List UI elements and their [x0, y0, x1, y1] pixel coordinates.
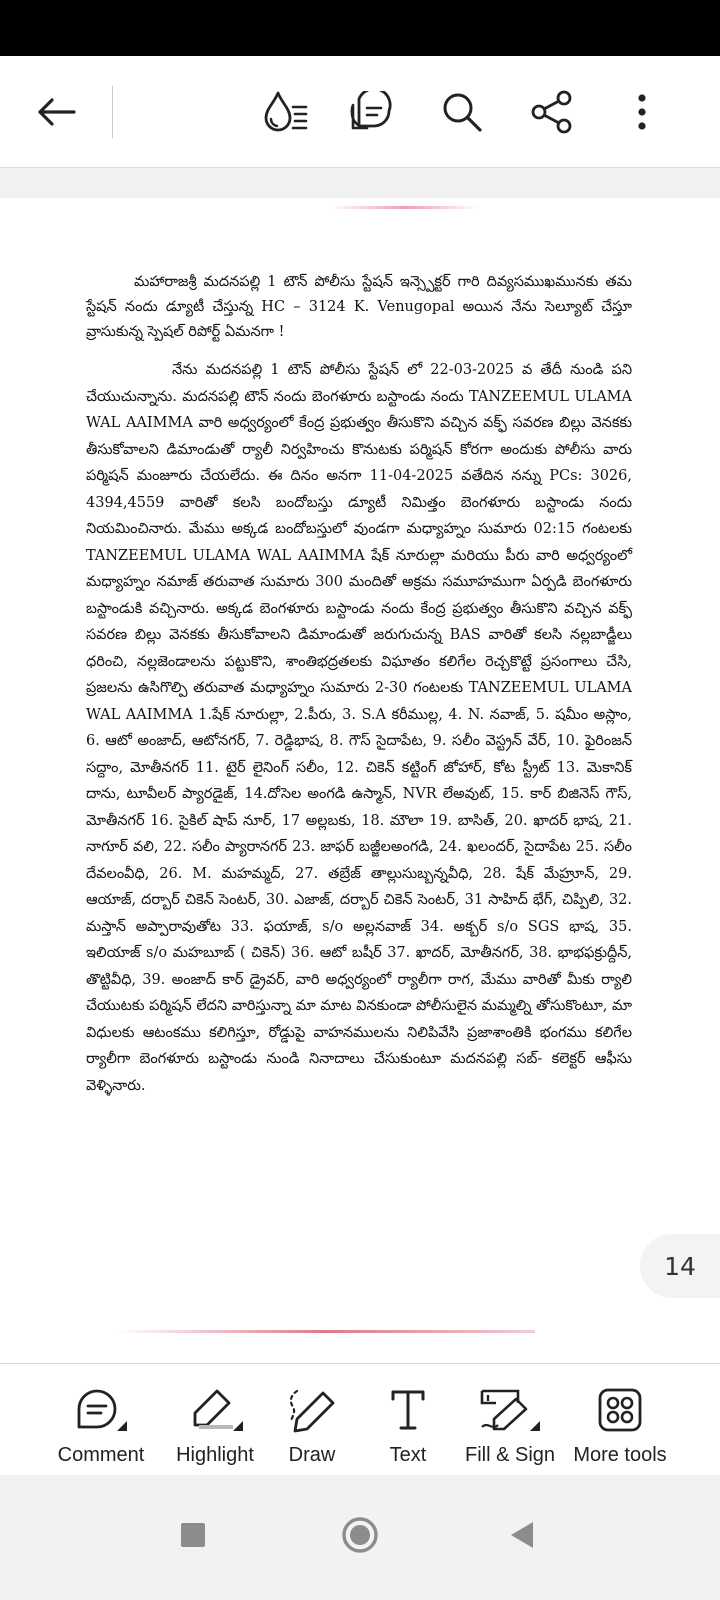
page-number-badge[interactable]: 14 — [640, 1234, 720, 1298]
liquid-mode-icon[interactable] — [250, 56, 322, 168]
text-tool[interactable] — [358, 1364, 458, 1476]
recents-square-icon[interactable] — [163, 1505, 223, 1565]
text-t-icon — [390, 1386, 426, 1434]
back-triangle-icon[interactable] — [492, 1505, 552, 1565]
report-body: నేను మదనపల్లి 1 టౌన్ పోలీసు స్టేషన్ లో 22-03-2025 వ తేదీ నుండి పని చేయుచున్నాను. మదనపల్లి టౌన్ నందు బెంగళూరు బస్టాండు నందు TANZEEMUL ULAMA WAL AAIMMA వారి అధ్వర్యంలో కేంద్ర ప్రభుత్వం తీసుకొని వచ్చిన వక్ఫ్ సవరణ బిల్లు వెనకకు తీసుకోవాలని డిమాండుతో ర్యాలీ నిర్వహించు కొనుటకు పర్మిషన్ కోరగా అందుకు పోలీసు వారు పర్మిషన్ మంజూరు చేయలేదు. ఈ దినం అనగా 11-04-2025 వతేదిన నన్ను PCs: 3026, 4394,4559 వారితో కలసి బందోబస్తు డ్యూటీ నిమిత్తం బెంగళూరు బస్టాండు నందు నియమించినారు. మేము అక్కడ బందోబస్తులో వుండగా మధ్యాహ్నం సుమారు 02:15 గంటలకు TANZEEMUL ULAMA WAL AAIMMA షేక్ నూరుల్లా మరియు పీరు వారి అధ్వర్యంలో మధ్యాహ్నం నమాజ్ తరువాత సుమారు 300 మందితో అక్రమ సమూహముగా ఏర్పడి బెంగళూరు బస్టాండుకి వచ్చినారు. అక్కడ బెంగళూరు బస్టాండు నందు కేంద్ర ప్రభుత్వం తీసుకొని వచ్చిన వక్ఫ్ సవరణ బిల్లు వెనకకు తీసుకోవాలని డిమాండుతో జరుగుచున్న BAS వారితో కలసి నల్లబాడ్జీలు ధరించి, నల్లజెండాలను పట్టుకొని, శాంతిభద్రతలకు విఘాతం కలిగేల రెచ్చకొట్టే ప్రసంగాలు చేసి, ప్రజలను ఉసిగొల్పి తరువాత మధ్యాహ్నం సుమారు 2-30 గంటలకు TANZEEMUL ULAMA WAL AAIMMA 1.షేక్ నూరుల్లా, 2.పీరు, 3. S.A కరీముల్ల, 4. N. నవాజ్, 5. షమీం అస్లాం, 6. ఆటో అంజాద్, ఆటోనగర్, 7. రెడ్డిభాష, 8. గౌస్ సైదాపేట, 9. సలీం వెస్ట్రన్ వేర్, 10. ఫైరింజన్ సద్దాం, మోతీనగర్ 11. టైర్ లైనింగ్ సలీం, 12. చికెన్ కట్టింగ్ జోహార్, కోట స్ట్రీట్ 13. మెకానిక్ దాను, టూవీలర్ ప్యారడైజ్, 14.దోసెల అంగడి ఉస్మాన్, NVR లేఅవుట్, 15. కార్ బిజినెస్ గౌస్, మోతీనగర్ 16. సైకిల్ షాప్ నూర్, 17 అల్లబకు, 18. మౌలా 19. బాసిత్, 20. ఖాదర్ భాష, 21. నాగూర్ వలి, 22. సలీం ప్యారానగర్ 23. జాఫర్ బజ్జీలఅంగడి, 24. ఖలందర్, సైదాపేట 25. సలీం దేవలంవీధి, 26. M. మహమ్మద్, 27. తబ్రేజ్ తాల్లుసుబ్బన్నవీధి, 28. షేక్ మేహ్రూన్, 29. ఆయాజ్, దర్బార్ చికెన్ సెంటర్, 30. ఎజాజ్, దర్బార్ చికెన్ సెంటర్, 31 సాహిద్ భేగ్, చిప్పిలి, 32. మస్తాన్ అప్పారావుతోట 33. ఫయాజ్, s/o అల్లనవాజ్ 34. అక్బర్ s/o SGS భాష, 35. ఇలియాజ్ s/o మహబూబ్ ( చికెన్) 36. ఆటో బషీర్ 37. ఖాదర్, మోతీనగర్, 38. భాభఫక్రుద్దీన్, తొట్టివీధి, 39. అంజాద్ కార్ డ్రైవర్, వారి అధ్వర్యంలో ర్యాలీగా రాగ, మేము వారితో మీకు ర్యాలి చేయుటకు పర్మిషన్ లేదని వారిస్తున్నా మా మాట వినకుండా పోలీసులైన మమ్మల్ని తోసుకొంటూ, మా విధులకు ఆటంకము కలిగిస్తూ, రోడ్డుపై వాహనములను నిలిపివేసి ప్రజాశాంతికి భంగము కలిగేల ర్యాలీగా బెంగళూరు బస్టాండు నుండి నినాదాలు చేసుకుంటూ మదనపల్లి సబ్- కలెక్టర్ ఆఫీసు వెళ్ళినారు. — [86, 362, 632, 1094]
comment-icon — [73, 1386, 129, 1434]
app-bar — [0, 56, 720, 168]
fill-sign-label: Fill & Sign — [464, 1444, 556, 1466]
document-canvas[interactable] — [0, 168, 720, 1363]
arrow-left-icon[interactable] — [20, 56, 92, 168]
status-bar — [0, 0, 720, 56]
highlight-label: Highlight — [176, 1444, 254, 1466]
draw-label: Draw — [288, 1444, 336, 1466]
document-text — [86, 270, 632, 1099]
pencil-draw-icon — [287, 1386, 337, 1434]
highlighter-icon — [185, 1386, 245, 1434]
pdf-page — [0, 198, 720, 1363]
fill-sign-tool[interactable] — [448, 1364, 572, 1476]
more-tools-label: More tools — [573, 1444, 667, 1466]
scan-mark — [115, 1330, 535, 1333]
comment-label: Comment — [57, 1444, 145, 1466]
home-circle-icon[interactable] — [330, 1505, 390, 1565]
report-opening: మహారాజశ్రీ మదనపల్లి 1 టౌన్ పోలీసు స్టేషన్ ఇన్స్పెక్టర్ గారి దివ్యసముఖమునకు తమ స్టేషన్ నందు డ్యూటీ చేస్తున్న HC – 3124 K. Venugopal అయిన నేను సెల్యూట్ చేస్తూ వ్రాసుకున్న స్పెషల్ రిపోర్ట్ ఏమనగా ! — [86, 274, 632, 340]
fill-sign-icon — [478, 1386, 542, 1434]
text-label: Text — [389, 1444, 427, 1466]
system-nav-bar — [0, 1475, 720, 1600]
comment-tool[interactable] — [46, 1364, 156, 1476]
grid-tools-icon — [598, 1386, 642, 1434]
highlight-tool[interactable] — [160, 1364, 270, 1476]
app-bar-divider — [112, 86, 113, 138]
draw-tool[interactable] — [262, 1364, 362, 1476]
scan-mark — [330, 206, 480, 209]
bottom-toolbar — [0, 1363, 720, 1475]
comments-icon[interactable] — [334, 56, 406, 168]
search-icon[interactable] — [426, 56, 498, 168]
share-icon[interactable] — [516, 56, 588, 168]
more-tools-button[interactable] — [560, 1364, 680, 1476]
more-vertical-icon[interactable] — [606, 56, 678, 168]
